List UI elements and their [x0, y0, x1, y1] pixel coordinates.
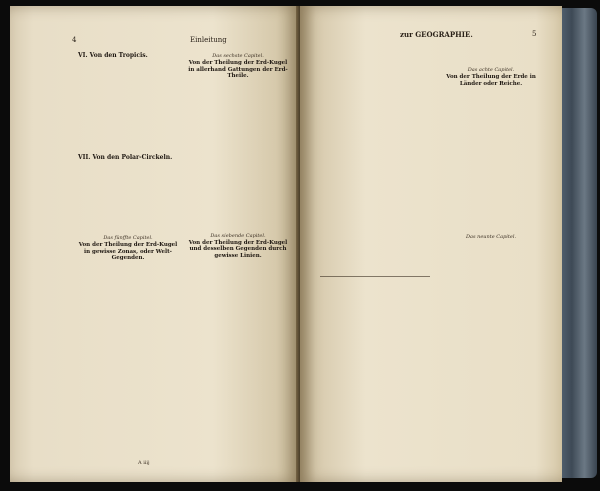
right-page-number: 5	[532, 30, 537, 38]
chapter-label: Das fünffte Capitel.	[103, 235, 153, 241]
chapter-label: Das siebende Capitel.	[210, 232, 266, 239]
left-column-2	[186, 50, 290, 445]
chapter-title: Von der Theilung der Erd-Kugel in allerhand Gattungen der Erd-Theile.	[188, 60, 288, 79]
left-column-1	[78, 50, 178, 445]
signature-mark: A iiij	[138, 460, 150, 466]
chapter-label: Das neunte Capitel.	[465, 234, 517, 240]
section-heading-polar: VII. Von den Polar-Circkeln.	[78, 154, 173, 161]
text-block	[320, 42, 430, 274]
text-block	[436, 89, 546, 231]
text-block	[78, 60, 178, 152]
text-block	[320, 279, 430, 461]
text-block	[436, 42, 546, 64]
left-page	[10, 6, 300, 482]
right-running-head: zur GEOGRAPHIE.	[400, 30, 473, 39]
left-running-head: Einleitung	[190, 36, 227, 44]
chapter-title: Von der Theilung der Erde in Länder oder Reiche.	[446, 74, 536, 87]
right-column-2	[436, 42, 546, 462]
text-block	[186, 261, 290, 437]
section-heading-tropics: VI. Von den Tropicis.	[78, 52, 148, 59]
divider	[320, 276, 430, 277]
text-block	[78, 162, 178, 232]
chapter-title: Von der Theilung der Erd-Kugel in gewisse Zonas, oder Welt-Gegenden.	[78, 242, 178, 261]
right-page	[300, 6, 562, 482]
chapter-label: Das achte Capitel.	[467, 67, 515, 73]
text-block	[436, 241, 546, 441]
chapter-title: Von der Theilung der Erd-Kugel und desselben Gegenden durch gewisse Linien.	[188, 239, 288, 259]
chapter-label: Das sechste Capitel.	[212, 53, 264, 59]
text-block	[186, 82, 290, 230]
left-page-number: 4	[72, 36, 77, 44]
text-block	[78, 264, 178, 419]
right-column-1	[320, 42, 430, 462]
